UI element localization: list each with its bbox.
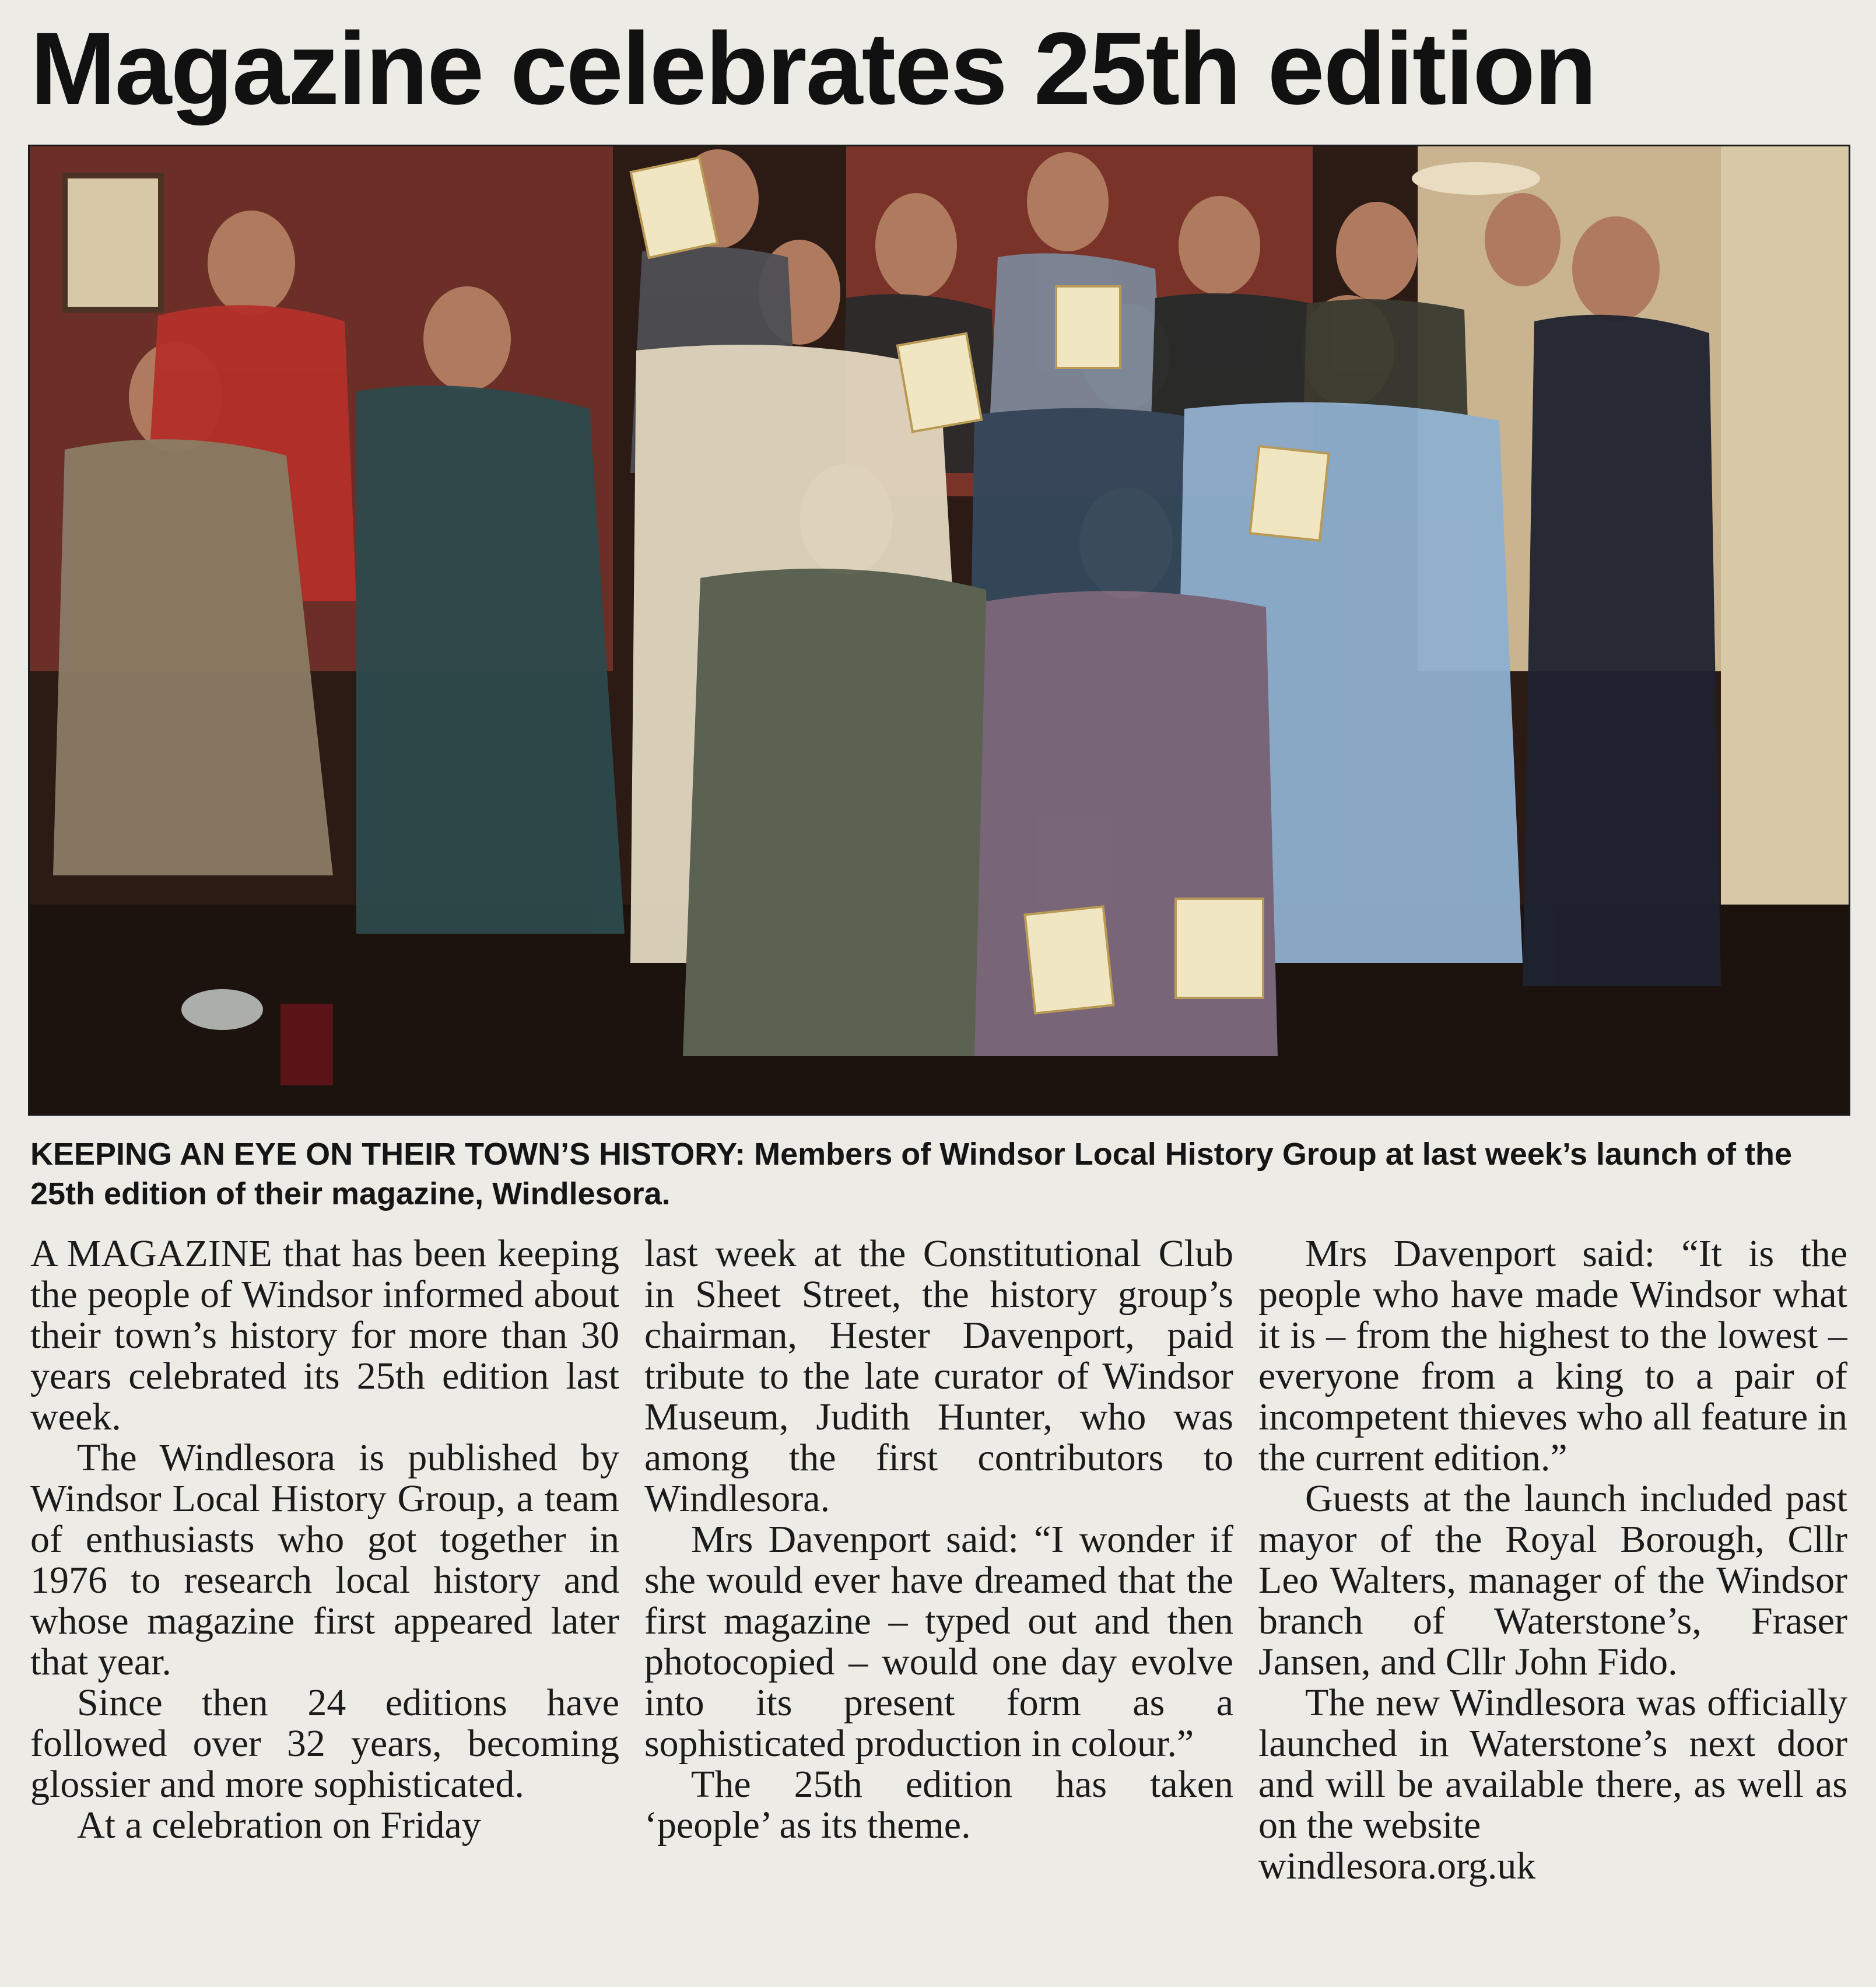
paragraph: Since then 24 editions have followed over 32 years, becoming glossier and more sophisticated. xyxy=(30,1681,619,1806)
paragraph: Mrs Davenport said: “It is the people who have made Windsor what it is – from the highest to the lowest – everyone from a king to a pair of incompetent thieves who all feature in the current edition.” xyxy=(1258,1233,1847,1479)
paragraph: The new Windlesora was officially launched in Waterstone’s next door and will be available there, as well as on the website xyxy=(1258,1681,1847,1846)
paragraph: Mrs Davenport said: “I wonder if she would ever have dreamed that the first magazine – typed out and then photocopied – would one day evolve into its present form as a sophisticated production in colour.” xyxy=(644,1518,1233,1765)
photo-caption xyxy=(30,1134,1844,1214)
headline: Magazine celebrates 25th edition xyxy=(30,12,1596,126)
paragraph: Guests at the launch included past mayor of the Royal Borough, Cllr Leo Walters, manager of the Windsor branch of Waterstone’s, Fraser Jansen, and Cllr John Fido. xyxy=(1258,1477,1847,1683)
article-column-2 xyxy=(644,1233,1233,1983)
article-column-1 xyxy=(30,1233,619,1983)
group-photo xyxy=(28,145,1850,1116)
caption-text: Members of Windsor Local History Group at last week’s launch of the 25th edition of their magazine, Windlesora. xyxy=(30,1137,1792,1211)
photo-illustration xyxy=(30,146,1850,1116)
caption-lead: KEEPING AN EYE ON THEIR TOWN’S HISTORY: xyxy=(30,1137,746,1172)
paragraph: At a celebration on Friday xyxy=(77,1804,481,1846)
website-link[interactable]: windlesora.org.uk xyxy=(1258,1845,1536,1887)
article-column-3 xyxy=(1258,1233,1847,1983)
paragraph: The Windlesora is published by Windsor Local History Group, a team of enthusiasts who got together in 1976 to research local history and whose magazine first appeared later that year. xyxy=(30,1436,619,1683)
paragraph: The 25th edition has taken ‘people’ as its theme. xyxy=(644,1763,1233,1846)
paragraph: A MAGAZINE that has been keeping the people of Windsor informed about their town’s history for more than 30 years celebrated its 25th edition last week. xyxy=(30,1233,619,1438)
paragraph: last week at the Constitutional Club in Sheet Street, the history group’s chairman, Hester Davenport, paid tribute to the late curator of Windsor Museum, Judith Hunter, who was among the first contributors to Windlesora. xyxy=(644,1233,1233,1520)
